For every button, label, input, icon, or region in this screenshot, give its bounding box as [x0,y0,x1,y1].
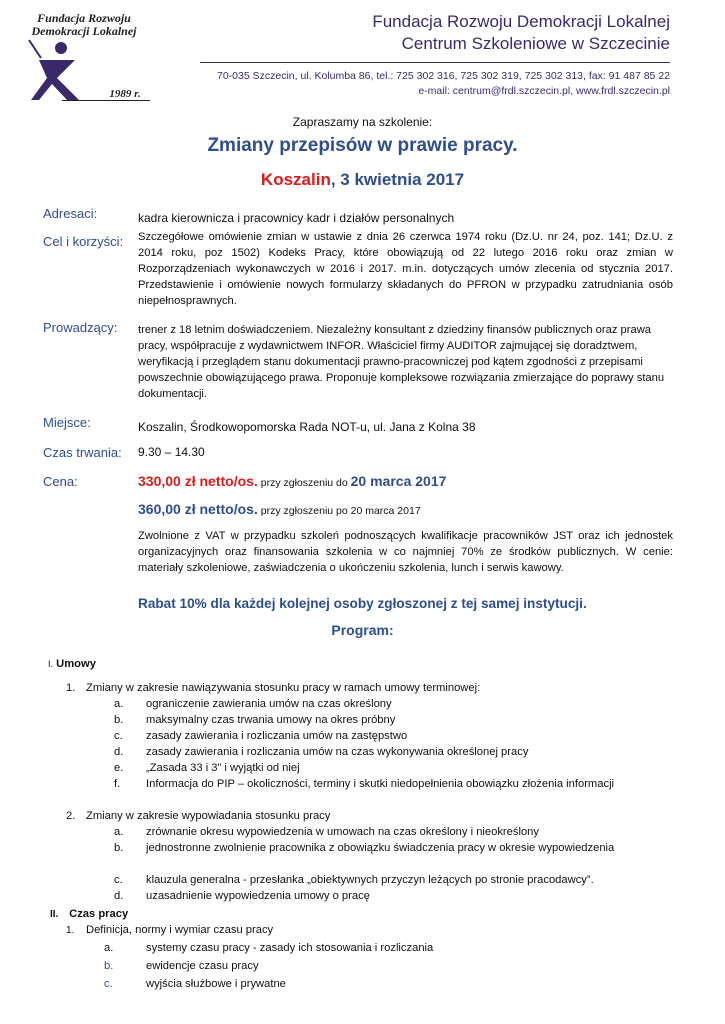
s1-2-sub-c [114,872,674,888]
section-2-heading [50,906,128,923]
sub-letter: b. [104,960,114,972]
s1-2-sub-d [114,888,654,904]
s2-item-1 [66,922,686,939]
sub-letter: c. [114,874,123,886]
sub-letter: c. [104,978,113,990]
sub-letter: d. [114,746,124,758]
sub-text: zrównanie okresu wypowiedzenia w umowach na czas określony i nieokreślony [146,826,539,838]
logo-line-1: Fundacja Rozwoju [37,11,131,25]
adresaci-text: kadra kierownicza i pracownicy kadr i działów personalnych [138,211,455,225]
event-city-date [0,170,725,190]
s1-item-1-num: 1. [66,682,76,694]
rabat-text: Rabat 10% dla każdej kolejnej osoby zgłoszonej z tej samej instytucji. [138,596,587,611]
sub-text: jednostronne zwolnienie pracownika z obowiązku świadczenia pracy w okresie wypowiedzenia [146,842,615,854]
cel-text: Szczegółowe omówienie zmian w ustawie z dnia 26 czerwca 1974 roku (Dz.U. nr 24, poz. 141; Dz.U. z 2014 roku, poz 1502) Kodeks Pracy, które obowiązują od 22 lutego 2016 roku oraz zmian w Rozporządzeniach wykonawczych w 2016 i 2017. m.in. dotyczących umów zlecenia od stycznia 2017. Przedstawienie i omówienie nowych formularzy składanych do PFRON w przypadku zatrudniania osób niepełnosprawnych. [138,231,673,307]
s1-sub-c [114,728,654,744]
sub-text: klauzula generalna - przesłanka „obiektywnych przyczyn leżących po stronie pracodawcy”. [146,874,594,886]
s1-2-sub-b [114,840,654,856]
section-1-heading [48,656,96,672]
sub-text: wyjścia służbowe i prywatne [146,978,286,990]
sub-letter: a. [104,942,114,954]
logo-year: 1989 r. [109,88,141,100]
sub-text: ewidencje czasu pracy [146,960,259,972]
section-1-title: Umowy [56,658,96,670]
sub-letter: c. [114,730,123,742]
s1-item-1 [66,680,686,696]
prowadzacy-label: Prowadzący: [43,320,118,335]
sub-letter: b. [114,714,124,726]
s1-sub-e [114,760,654,776]
section-2-num: II. [50,909,59,920]
sub-letter: a. [114,698,124,710]
s1-sub-f [114,776,654,792]
sub-text: zasady zawierania i rozliczania umów na zastępstwo [146,730,408,742]
sub-letter: e. [114,762,124,774]
price-early-date: 20 marca 2017 [350,473,447,489]
sub-letter: b. [114,842,124,854]
sub-text: systemy czasu pracy - zasady ich stosowania i rozliczania [146,942,434,954]
sub-text: „Zasada 33 i 3” i wyjątki od niej [146,762,300,774]
price-early-value: 330,00 zł netto/os. [138,473,258,489]
event-date: , 3 kwietnia 2017 [330,170,465,189]
logo-text [14,12,154,38]
s1-item-2-text: Zmiany w zakresie wypowiadania stosunku pracy [86,810,331,822]
sub-text: Informacja do PIP – okoliczności, terminy i skutki niedopełnienia obowiązku złożenia informacji [146,778,615,790]
adresaci-label: Adresaci: [43,206,98,221]
s1-item-1-text: Zmiany w zakresie nawiązywania stosunku pracy w ramach umowy terminowej: [86,682,481,694]
header-address: 70-035 Szczecin, ul. Kolumba 86, tel.: 725 302 316, 725 302 319, 725 302 313, fax: 91 487 85 22 [216,70,670,82]
org-name: Fundacja Rozwoju Demokracji Lokalnej [372,12,670,31]
intro-text: Zapraszamy na szkolenie: [292,115,433,129]
program-heading: Program: [331,622,394,638]
sub-text: zasady zawierania i rozliczania umów na czas wykonywania określonej pracy [146,746,529,758]
s1-sub-d [114,744,654,760]
center-name: Centrum Szkoleniowe w Szczecinie [401,34,670,53]
sub-text: maksymalny czas trwania umowy na okres próbny [146,714,396,726]
s2-item-1-num: 1. [66,925,75,936]
sub-letter: f. [114,778,121,790]
prowadzacy-text: trener z 18 letnim doświadczeniem. Niezależny konsultant z dziedziny finansów publicznych oraz prawa pracy, współpracuje z wydawnictwem INFOR. Właściciel firmy AUDITOR zajmującej się doradztwem, weryfikacją i przeglądem stanu dokumentacji prawno-pracowniczej pod kątem zgodności z przepisami powszechnie obowiązującego prawa. Proponuje kompleksowe rozwiązania zmierzające do poprawy stanu dokumentacji. [138,324,665,400]
s2-item-1-text: Definicja, normy i wymiar czasu pracy [86,924,274,936]
event-city: Koszalin [260,170,331,189]
s1-sub-b [114,712,654,728]
czas-text: 9.30 – 14.30 [138,445,205,459]
miejsce-text: Koszalin, Środkowopomorska Rada NOT-u, ul. Jana z Kolna 38 [138,420,476,434]
sub-text: ograniczenie zawierania umów na czas określony [146,698,392,710]
section-2-title: Czas pracy [69,908,129,920]
price-late [138,501,698,519]
section-1-num: I. [48,659,54,669]
cel-label: Cel i korzyści: [43,234,124,249]
s1-item-2 [66,808,686,824]
sub-letter: a. [114,826,124,838]
s1-item-2-num: 2. [66,810,76,822]
s1-sub-a [114,696,654,712]
page-title: Zmiany przepisów w prawie pracy. [207,135,518,156]
header-divider [200,62,670,63]
sub-text: uzasadnienie wypowiedzenia umowy o pracę [146,890,370,902]
price-early [138,473,698,491]
logo-line-2: Demokracji Lokalnej [31,24,137,38]
logo-figure-icon [25,38,95,103]
header-email: e-mail: centrum@frdl.szczecin.pl, www.frdl.szczecin.pl [418,85,670,97]
price-late-value: 360,00 zł netto/os. [138,501,258,517]
price-late-note: przy zgłoszeniu po 20 marca 2017 [257,505,421,517]
s2-sub-b [104,958,644,974]
czas-label: Czas trwania: [43,445,122,460]
s2-sub-c [104,976,644,992]
cena-label: Cena: [43,474,78,489]
sub-letter: d. [114,890,124,902]
vat-text: Zwolnione z VAT w przypadku szkoleń podnoszących kwalifikacje pracowników JST oraz ich jednostek organizacyjnych oraz finansowania szkolenia w co najmniej 70% ze środków publicznych. W cenie: materiały szkoleniowe, zaświadczenia o ukończeniu szkolenia, lunch i serwis kawowy. [138,530,673,574]
s1-2-sub-a [114,824,654,840]
price-early-note: przy zgłoszeniu do [257,477,351,489]
miejsce-label: Miejsce: [43,415,91,430]
s2-sub-a [104,940,644,956]
